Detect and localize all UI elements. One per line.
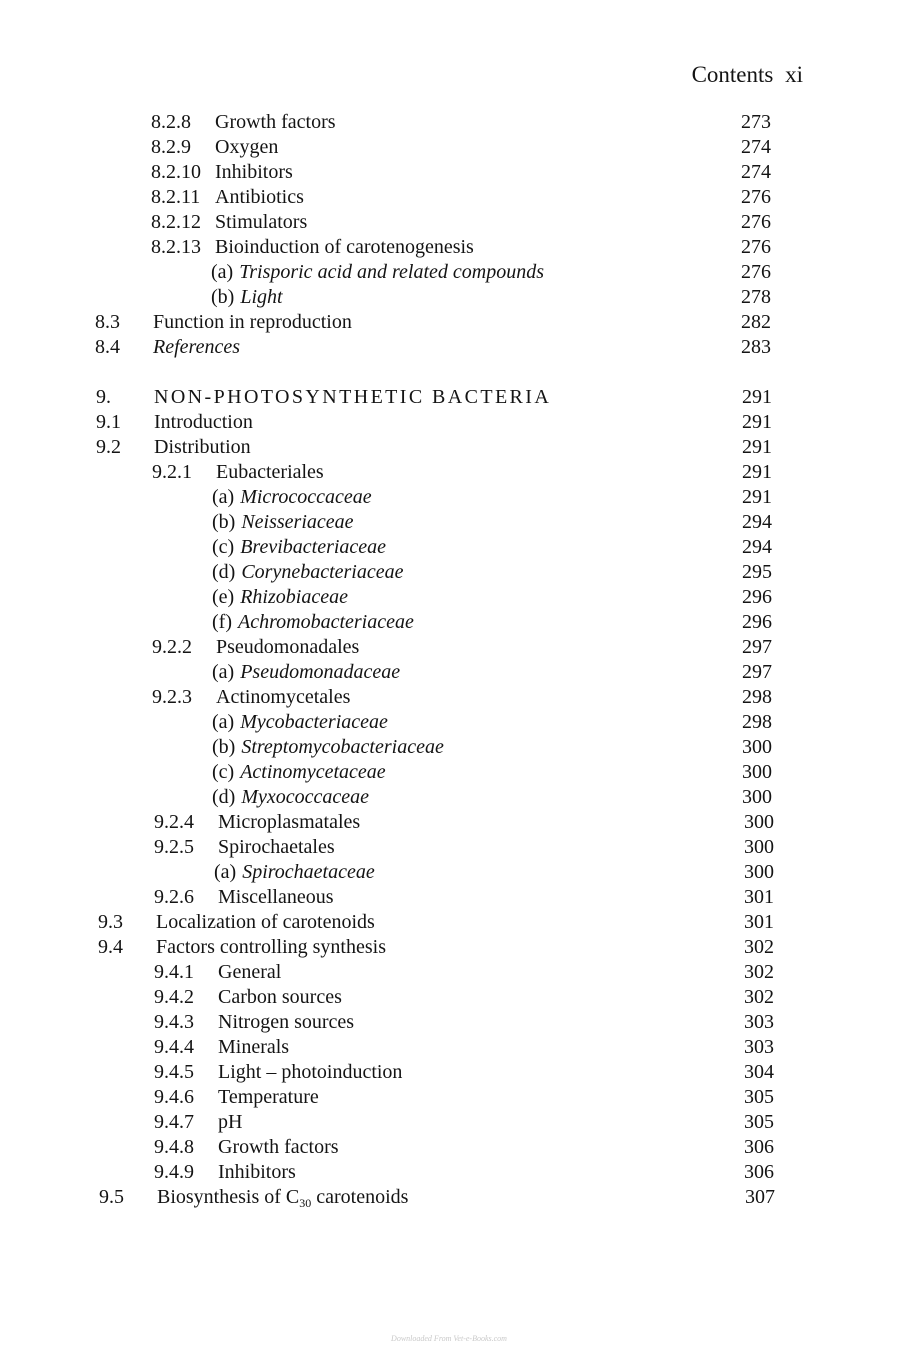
entry-title-suffix: carotenoids	[311, 1186, 409, 1208]
page-ref: 304	[744, 1061, 774, 1083]
entry-title	[212, 760, 386, 785]
page-ref: 306	[744, 1136, 774, 1158]
entry-title-text: Growth factors	[215, 111, 336, 133]
entry-title-text: Antibiotics	[215, 186, 304, 208]
page-ref: 291	[742, 411, 772, 433]
section-gap	[0, 360, 898, 385]
entry-title	[215, 135, 278, 160]
page-ref: 297	[742, 661, 772, 683]
toc-entry	[0, 910, 898, 935]
footer-watermark: Downloaded From Vet-e-Books.com	[391, 1334, 507, 1343]
page-ref: 291	[742, 486, 772, 508]
entry-title-text: Temperature	[218, 1086, 319, 1108]
page-ref: 276	[741, 211, 771, 233]
entry-title-text: Corynebacteriaceae	[241, 561, 404, 583]
page-ref: 307	[745, 1186, 775, 1208]
entry-title-text: Stimulators	[215, 211, 308, 233]
entry-title	[156, 910, 375, 935]
page-ref: 283	[741, 336, 771, 358]
entry-title-text: Function in reproduction	[153, 311, 352, 333]
section-number: 9.4.3	[154, 1011, 194, 1033]
entry-title-text: Actinomycetales	[216, 686, 351, 708]
page-ref: 291	[742, 386, 772, 408]
title-subscript: 30	[299, 1196, 312, 1210]
toc-entry	[0, 935, 898, 960]
page-ref: 300	[742, 786, 772, 808]
toc-entry	[0, 535, 898, 560]
toc-entry	[0, 985, 898, 1010]
toc-entry	[0, 610, 898, 635]
entry-title-text: Minerals	[218, 1036, 290, 1058]
page-ref: 300	[742, 761, 772, 783]
section-number: 9.2.2	[152, 636, 192, 658]
section-number: 8.4	[95, 336, 120, 358]
entry-title-text: Spirochaetaceae	[242, 861, 375, 883]
sub-letter: (a)	[211, 261, 234, 283]
section-number: 8.2.8	[151, 111, 191, 133]
entry-title	[218, 1060, 402, 1085]
entry-title-text: Carbon sources	[218, 986, 342, 1008]
entry-title-text: Localization of carotenoids	[156, 911, 375, 933]
section-number: 9.4.1	[154, 961, 194, 983]
entry-title	[154, 410, 253, 435]
entry-title	[211, 260, 544, 285]
section-number: 9.4.2	[154, 986, 194, 1008]
entry-title	[215, 185, 304, 210]
toc-entry	[0, 860, 898, 885]
sub-letter: (e)	[212, 586, 235, 608]
sub-letter: (b)	[212, 511, 236, 533]
page-ref: 300	[744, 811, 774, 833]
entry-title	[218, 810, 360, 835]
page-ref: 305	[744, 1086, 774, 1108]
toc-entry	[0, 310, 898, 335]
section-number: 9.4.5	[154, 1061, 194, 1083]
entry-title	[156, 935, 386, 960]
toc-entry	[0, 560, 898, 585]
entry-title-text: Nitrogen sources	[218, 1011, 355, 1033]
page-ref: 296	[742, 611, 772, 633]
section-number: 9.4.9	[154, 1161, 194, 1183]
toc-entry	[0, 235, 898, 260]
entry-title-text: Actinomycetaceae	[240, 761, 386, 783]
entry-title	[215, 210, 307, 235]
entry-title	[218, 1010, 354, 1035]
page-ref: 294	[742, 536, 772, 558]
page-ref: 300	[744, 861, 774, 883]
toc-entry	[0, 285, 898, 310]
sub-letter: (b)	[212, 736, 236, 758]
toc-entry	[0, 760, 898, 785]
entry-title	[212, 785, 369, 810]
toc-entry	[0, 1110, 898, 1135]
entry-title	[211, 285, 283, 310]
entry-title	[218, 885, 334, 910]
section-number: 9.5	[99, 1186, 124, 1208]
page-ref: 295	[742, 561, 772, 583]
page-ref: 297	[742, 636, 772, 658]
entry-title	[218, 1110, 242, 1135]
entry-title-text: Rhizobiaceae	[240, 586, 348, 608]
section-number: 9.4.4	[154, 1036, 194, 1058]
toc-entry	[0, 185, 898, 210]
entry-title-text: Micrococcaceae	[240, 486, 372, 508]
page-ref: 300	[744, 836, 774, 858]
sub-letter: (d)	[212, 561, 236, 583]
entry-title-text: Pseudomonadales	[216, 636, 360, 658]
page-header	[0, 62, 803, 88]
toc-entry	[0, 660, 898, 685]
entry-title-text: Myxococcaceae	[241, 786, 370, 808]
entry-title	[218, 1135, 339, 1160]
sub-letter: (a)	[214, 861, 237, 883]
entry-title-text: General	[218, 961, 282, 983]
sub-letter: (a)	[212, 661, 235, 683]
section-number: 9.1	[96, 411, 121, 433]
entry-title	[212, 660, 400, 685]
entry-title	[218, 1035, 289, 1060]
toc-entry	[0, 1010, 898, 1035]
section-number: 8.2.11	[151, 186, 201, 208]
entry-title-text: pH	[218, 1111, 243, 1133]
entry-title-text: Spirochaetales	[218, 836, 335, 858]
sub-letter: (a)	[212, 486, 235, 508]
entry-title	[154, 385, 551, 410]
page-ref: 303	[744, 1036, 774, 1058]
entry-title	[216, 460, 324, 485]
page-ref: 306	[744, 1161, 774, 1183]
page-ref: 303	[744, 1011, 774, 1033]
toc-entry	[0, 160, 898, 185]
sub-letter: (c)	[212, 761, 235, 783]
section-number: 8.2.10	[151, 161, 201, 183]
toc-entry	[0, 785, 898, 810]
entry-title-text: Neisseriaceae	[241, 511, 354, 533]
entry-title	[218, 835, 335, 860]
entry-title	[212, 485, 372, 510]
entry-title-text: Factors controlling synthesis	[156, 936, 386, 958]
entry-title	[212, 510, 354, 535]
entry-title-text: Distribution	[154, 436, 251, 458]
entry-title-text: Achromobacteriaceae	[237, 611, 414, 633]
section-number: 9.4.7	[154, 1111, 194, 1133]
entry-title-text: Mycobacteriaceae	[240, 711, 388, 733]
entry-title	[212, 560, 404, 585]
page-ref: 276	[741, 261, 771, 283]
section-number: 8.3	[95, 311, 120, 333]
entry-title-text: Miscellaneous	[218, 886, 334, 908]
toc-entry	[0, 1185, 898, 1210]
page-number: xi	[785, 62, 803, 87]
sub-letter: (c)	[212, 536, 235, 558]
toc-entry	[0, 260, 898, 285]
toc-entry	[0, 460, 898, 485]
toc-entry	[0, 1160, 898, 1185]
section-number: 9.3	[98, 911, 123, 933]
entry-title-text: NON-PHOTOSYNTHETIC BACTERIA	[154, 386, 552, 408]
running-title: Contents	[691, 62, 774, 87]
entry-title-text: Inhibitors	[215, 161, 293, 183]
entry-title	[157, 1185, 408, 1210]
entry-title-text: Trisporic acid and related compounds	[239, 261, 545, 283]
section-number: 9.4.8	[154, 1136, 194, 1158]
toc-entry	[0, 510, 898, 535]
entry-title-text: Microplasmatales	[218, 811, 361, 833]
entry-title-text: Bioinduction of carotenogenesis	[215, 236, 474, 258]
toc-entry	[0, 485, 898, 510]
toc-entry	[0, 210, 898, 235]
page-ref: 282	[741, 311, 771, 333]
entry-title	[218, 985, 342, 1010]
section-number: 9.2.6	[154, 886, 194, 908]
entry-title	[212, 535, 386, 560]
toc-entry	[0, 835, 898, 860]
entry-title-text: Eubacteriales	[216, 461, 324, 483]
section-number: 9.4	[98, 936, 123, 958]
entry-title-text: Pseudomonadaceae	[240, 661, 401, 683]
entry-title	[215, 160, 293, 185]
toc-entry	[0, 1035, 898, 1060]
page-ref: 302	[744, 986, 774, 1008]
entry-title	[153, 335, 240, 360]
entry-title-text: Streptomycobacteriaceae	[241, 736, 444, 758]
toc-entry	[0, 1085, 898, 1110]
toc-entry	[0, 810, 898, 835]
page-ref: 274	[741, 161, 771, 183]
entry-title	[154, 435, 251, 460]
entry-title	[215, 110, 336, 135]
entry-title	[212, 735, 444, 760]
page-ref: 274	[741, 136, 771, 158]
section-number: 9.4.6	[154, 1086, 194, 1108]
entry-title-text: Introduction	[154, 411, 253, 433]
page-ref: 276	[741, 236, 771, 258]
page-ref: 291	[742, 436, 772, 458]
toc-entry	[0, 960, 898, 985]
toc-entry	[0, 435, 898, 460]
entry-title	[218, 960, 281, 985]
entry-title	[216, 635, 359, 660]
section-number: 9.2.3	[152, 686, 192, 708]
page-ref: 273	[741, 111, 771, 133]
page-ref: 302	[744, 961, 774, 983]
entry-title	[212, 610, 414, 635]
section-number: 9.2.4	[154, 811, 194, 833]
sub-letter: (a)	[212, 711, 235, 733]
page-ref: 296	[742, 586, 772, 608]
toc-entry	[0, 885, 898, 910]
section-number: 8.2.9	[151, 136, 191, 158]
toc-entry	[0, 1135, 898, 1160]
entry-title-text: Light	[240, 286, 283, 308]
sub-letter: (b)	[211, 286, 235, 308]
entry-title-text: Inhibitors	[218, 1161, 296, 1183]
section-number: 9.2	[96, 436, 121, 458]
toc-entry	[0, 710, 898, 735]
entry-title-text: Oxygen	[215, 136, 279, 158]
toc-entry	[0, 410, 898, 435]
page-ref: 300	[742, 736, 772, 758]
toc-entry	[0, 685, 898, 710]
page-ref: 301	[744, 886, 774, 908]
page-ref: 278	[741, 286, 771, 308]
section-number: 9.	[96, 386, 111, 408]
page-ref: 291	[742, 461, 772, 483]
page-ref: 276	[741, 186, 771, 208]
entry-title	[212, 710, 388, 735]
sub-letter: (d)	[212, 786, 236, 808]
section-number: 9.2.1	[152, 461, 192, 483]
toc-entry	[0, 735, 898, 760]
entry-title	[153, 310, 352, 335]
entry-title-text: Growth factors	[218, 1136, 339, 1158]
toc-entry	[0, 135, 898, 160]
toc-entry	[0, 385, 898, 410]
page-ref: 302	[744, 936, 774, 958]
page-ref: 301	[744, 911, 774, 933]
entry-title-text: Biosynthesis of C	[157, 1186, 300, 1208]
entry-title	[216, 685, 350, 710]
entry-title	[215, 235, 474, 260]
toc-entry	[0, 335, 898, 360]
page-ref: 298	[742, 711, 772, 733]
entry-title	[214, 860, 375, 885]
entry-title	[212, 585, 348, 610]
page-ref: 305	[744, 1111, 774, 1133]
toc-entry	[0, 110, 898, 135]
entry-title	[218, 1085, 319, 1110]
section-number: 8.2.12	[151, 211, 201, 233]
section-number: 9.2.5	[154, 836, 194, 858]
page-ref: 294	[742, 511, 772, 533]
toc-entry	[0, 1060, 898, 1085]
section-number: 8.2.13	[151, 236, 201, 258]
entry-title-text: Light – photoinduction	[218, 1061, 403, 1083]
entry-title	[218, 1160, 296, 1185]
sub-letter: (f)	[212, 611, 232, 633]
toc-entry	[0, 585, 898, 610]
page-ref: 298	[742, 686, 772, 708]
toc-entry	[0, 635, 898, 660]
entry-title-text: Brevibacteriaceae	[240, 536, 387, 558]
table-of-contents	[0, 110, 898, 1210]
entry-title-text: References	[153, 336, 240, 358]
